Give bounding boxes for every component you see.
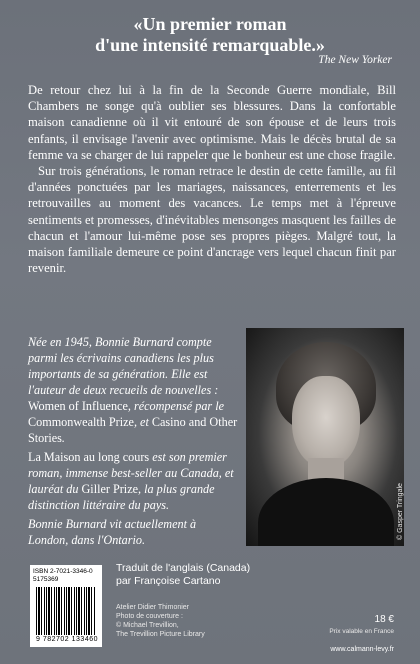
translation-line-1: Traduit de l'anglais (Canada) xyxy=(116,562,251,574)
bio-paragraph-1 xyxy=(28,334,238,446)
bio-paragraph-3: Bonnie Burnard vit actuellement à London, dans l'Ontario. xyxy=(28,517,197,547)
isbn-number: ISBN 2-7021-3346-0 xyxy=(33,568,93,575)
author-photo-face xyxy=(292,376,360,468)
bio-book-title: La Maison au long cours xyxy=(28,450,150,464)
press-quote-line-2: d'une intensité remarquable.» xyxy=(95,35,325,55)
bio-text: . xyxy=(61,431,65,445)
ean-number: 9 782702 133460 xyxy=(36,636,98,643)
bio-book-title: Women of Influence xyxy=(28,399,128,413)
author-bio xyxy=(28,334,238,548)
credits-line-4: The Trevillion Picture Library xyxy=(116,631,205,638)
internal-code: 5175369 xyxy=(33,576,59,583)
bio-text: , la plus grande distinction littéraire du pays. xyxy=(28,482,215,512)
credits-line-3: © Michael Trevillion, xyxy=(116,622,179,629)
credits-line-2: Photo de couverture : xyxy=(116,613,183,620)
book-blurb xyxy=(28,82,396,276)
barcode-label xyxy=(30,565,102,647)
translation-credit xyxy=(116,562,276,588)
price: 18 € xyxy=(374,614,394,625)
price-note: Prix valable en France xyxy=(329,628,394,635)
press-quote-source: The New Yorker xyxy=(318,54,392,66)
blurb-paragraph-2: Sur trois générations, le roman retrace le destin de cette famille, au fil d'années ponctuées par les mariages, naissances, enterrements et les retrouvailles au moment des vacances. Le temps met à l'épreuve sentiments et promesses, d'inévitables mensonges masquent les failles de chacun et l'amour lui-même pose ses propres pièges. Malgré tout, la maison familiale demeure ce point d'ancrage vers lequel chacun finit par revenir. xyxy=(28,164,396,276)
bio-text: est son premier roman, immense best-seller au Canada, et lauréat du xyxy=(28,450,234,496)
press-quote-line-1: «Un premier roman xyxy=(133,14,287,34)
press-quote xyxy=(60,14,360,56)
blurb-paragraph-1: De retour chez lui à la fin de la Seconde Guerre mondiale, Bill Chambers ne songe qu'à oublier ses blessures. Dans la confortable maison canadienne où il vit entouré de son épouse et de leurs trois enfants, il envisage l'avenir avec optimisme. Mais le décès brutal de sa femme va se charger de lui rappeler que le bonheur est une chose fragile. xyxy=(28,83,396,162)
isbn-text xyxy=(33,568,103,584)
bio-prize-name: Giller Prize xyxy=(81,482,139,496)
publisher-website: www.calmann-levy.fr xyxy=(330,646,394,653)
bio-book-title: Casino and Other Stories xyxy=(28,415,238,445)
photo-credit: © Gasper Tringale xyxy=(397,483,404,540)
bio-text: Née en 1945, Bonnie Burnard compte parmi les écrivains canadiens les plus importants de sa génération. Elle est l'auteur de deux recueils de nouvelles : xyxy=(28,335,219,397)
bio-text: , récompensé par le xyxy=(127,399,224,413)
bio-paragraph-2 xyxy=(28,449,238,513)
bio-text: , et xyxy=(133,415,152,429)
translation-line-2: par Françoise Cartano xyxy=(116,575,221,587)
credits-line-1: Atelier Didier Thimonier xyxy=(116,604,190,611)
barcode-bars xyxy=(36,587,96,635)
author-photo-clothing xyxy=(258,478,394,546)
design-credits xyxy=(116,603,276,639)
bio-prize-name: Commonwealth Prize xyxy=(28,415,134,429)
author-photo xyxy=(246,328,404,546)
